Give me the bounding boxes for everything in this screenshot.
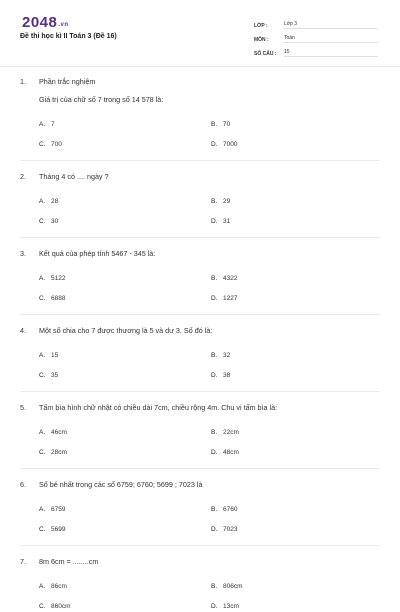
answer-option[interactable]	[211, 272, 371, 284]
answer-option[interactable]	[211, 580, 371, 592]
question-line	[20, 479, 380, 491]
answer-option[interactable]	[39, 523, 211, 535]
question-line	[20, 171, 380, 183]
question-divider	[20, 391, 380, 392]
answer-option[interactable]	[39, 369, 211, 381]
question-divider	[20, 468, 380, 469]
question-7	[20, 556, 380, 612]
option-text: 6888	[51, 294, 66, 302]
answer-option[interactable]	[39, 272, 211, 284]
option-text: 28	[51, 197, 59, 205]
option-key: C.	[39, 217, 46, 225]
question-6	[20, 479, 380, 546]
option-key: D.	[211, 448, 218, 456]
option-key: A.	[39, 120, 46, 128]
option-text: 32	[223, 351, 231, 359]
question-divider	[20, 314, 380, 315]
answer-options	[39, 118, 380, 150]
option-text: 5122	[51, 274, 66, 282]
question-number: 7.	[20, 557, 26, 566]
answer-option[interactable]	[39, 503, 211, 515]
question-subtext: Giá trị của chữ số 7 trong số 14 578 là:	[39, 95, 164, 104]
option-key: D.	[211, 525, 218, 533]
question-number: 3.	[20, 249, 26, 258]
option-text: 13cm	[223, 602, 239, 610]
option-key: C.	[39, 294, 46, 302]
question-divider	[20, 237, 380, 238]
option-key: A.	[39, 197, 46, 205]
option-text: 860cm	[51, 602, 71, 610]
question-1	[20, 76, 380, 161]
option-key: D.	[211, 140, 218, 148]
answer-option[interactable]	[39, 138, 211, 150]
option-key: C.	[39, 448, 46, 456]
exam-meta	[254, 15, 378, 57]
answer-options	[39, 426, 380, 458]
option-key: A.	[39, 428, 46, 436]
logo-main-text: 2048	[22, 14, 58, 31]
option-key: A.	[39, 351, 46, 359]
answer-option[interactable]	[211, 523, 371, 535]
answer-option[interactable]	[211, 600, 371, 612]
meta-value: 15	[284, 49, 378, 57]
answer-options	[39, 580, 380, 612]
answer-option[interactable]	[39, 446, 211, 458]
question-line	[20, 76, 380, 88]
option-key: C.	[39, 525, 46, 533]
exam-title: Đề thi học kì II Toán 3 (Đề 16)	[20, 33, 117, 40]
answer-option[interactable]	[39, 600, 211, 612]
question-text: Tháng 4 có .... ngày ?	[39, 172, 109, 181]
answer-option[interactable]	[211, 215, 371, 227]
question-line	[20, 402, 380, 414]
answer-option[interactable]	[211, 503, 371, 515]
question-text: Kết quả của phép tính 5467 - 345 là:	[39, 249, 156, 258]
question-text: Tấm bìa hình chữ nhật có chiều dài 7cm, chiều rộng 4m. Chu vi tấm bìa là:	[39, 403, 278, 412]
question-text: 8m 6cm = ........cm	[39, 557, 99, 566]
meta-row-count	[254, 43, 378, 57]
option-text: 5699	[51, 525, 66, 533]
answer-option[interactable]	[39, 426, 211, 438]
option-text: 6760	[223, 505, 238, 513]
option-text: 38	[223, 371, 231, 379]
option-text: 1227	[223, 294, 238, 302]
meta-label: SỐ CÂU :	[254, 51, 277, 57]
question-3	[20, 248, 380, 315]
meta-label: LỚP :	[254, 23, 268, 29]
option-text: 7023	[223, 525, 238, 533]
option-key: B.	[211, 274, 218, 282]
question-number: 4.	[20, 326, 26, 335]
option-text: 31	[223, 217, 231, 225]
option-key: D.	[211, 294, 218, 302]
option-text: 22cm	[223, 428, 239, 436]
answer-option[interactable]	[211, 138, 371, 150]
option-key: B.	[211, 120, 218, 128]
option-key: B.	[211, 505, 218, 513]
option-key: B.	[211, 351, 218, 359]
option-key: B.	[211, 582, 218, 590]
option-text: 86cm	[51, 582, 67, 590]
answer-option[interactable]	[211, 118, 371, 130]
meta-row-class	[254, 15, 378, 29]
question-line	[20, 248, 380, 260]
option-key: D.	[211, 217, 218, 225]
answer-option[interactable]	[211, 426, 371, 438]
question-list	[0, 76, 400, 612]
option-text: 28cm	[51, 448, 67, 456]
question-text: Một số chia cho 7 được thương là 5 và dư 3. Số đó là:	[39, 326, 213, 335]
answer-option[interactable]	[39, 195, 211, 207]
answer-option[interactable]	[39, 292, 211, 304]
question-line	[20, 556, 380, 568]
option-text: 7	[51, 120, 55, 128]
option-key: C.	[39, 371, 46, 379]
answer-option[interactable]	[211, 195, 371, 207]
option-text: 70	[223, 120, 231, 128]
answer-option[interactable]	[39, 349, 211, 361]
header-divider	[0, 66, 400, 67]
option-text: 806cm	[223, 582, 243, 590]
exam-header	[0, 0, 400, 62]
answer-option[interactable]	[211, 446, 371, 458]
question-line	[20, 325, 380, 337]
logo-sub-text: .vn	[58, 22, 69, 28]
question-number: 2.	[20, 172, 26, 181]
option-text: 15	[51, 351, 59, 359]
question-number: 6.	[20, 480, 26, 489]
option-text: 35	[51, 371, 59, 379]
answer-option[interactable]	[211, 369, 371, 381]
answer-option[interactable]	[39, 580, 211, 592]
option-key: B.	[211, 197, 218, 205]
option-key: D.	[211, 602, 218, 610]
question-number: 1.	[20, 77, 26, 86]
option-key: A.	[39, 274, 46, 282]
option-text: 48cm	[223, 448, 239, 456]
meta-value: Lớp 3	[284, 21, 378, 29]
question-5	[20, 402, 380, 469]
question-divider	[20, 160, 380, 161]
option-text: 6759	[51, 505, 66, 513]
question-text: Số bé nhất trong các số 6759; 6760; 5699 ; 7023 là	[39, 480, 203, 489]
option-key: A.	[39, 505, 46, 513]
answer-option[interactable]	[211, 292, 371, 304]
option-text: 4322	[223, 274, 238, 282]
question-number: 5.	[20, 403, 26, 412]
question-divider	[20, 545, 380, 546]
question-2	[20, 171, 380, 238]
option-text: 7000	[223, 140, 238, 148]
option-key: B.	[211, 428, 218, 436]
question-text: Phần trắc nghiệm	[39, 77, 96, 86]
option-key: D.	[211, 371, 218, 379]
meta-label: MÔN :	[254, 37, 269, 43]
option-text: 29	[223, 197, 231, 205]
answer-option[interactable]	[39, 118, 211, 130]
answer-options	[39, 272, 380, 304]
meta-value: Toán	[284, 35, 378, 43]
option-key: C.	[39, 140, 46, 148]
answer-option[interactable]	[211, 349, 371, 361]
site-logo[interactable]	[22, 14, 69, 31]
answer-option[interactable]	[39, 215, 211, 227]
answer-options	[39, 349, 380, 381]
option-text: 46cm	[51, 428, 67, 436]
option-key: A.	[39, 582, 46, 590]
question-4	[20, 325, 380, 392]
meta-row-subject	[254, 29, 378, 43]
option-text: 700	[51, 140, 62, 148]
answer-options	[39, 195, 380, 227]
option-key: C.	[39, 602, 46, 610]
answer-options	[39, 503, 380, 535]
option-text: 30	[51, 217, 59, 225]
